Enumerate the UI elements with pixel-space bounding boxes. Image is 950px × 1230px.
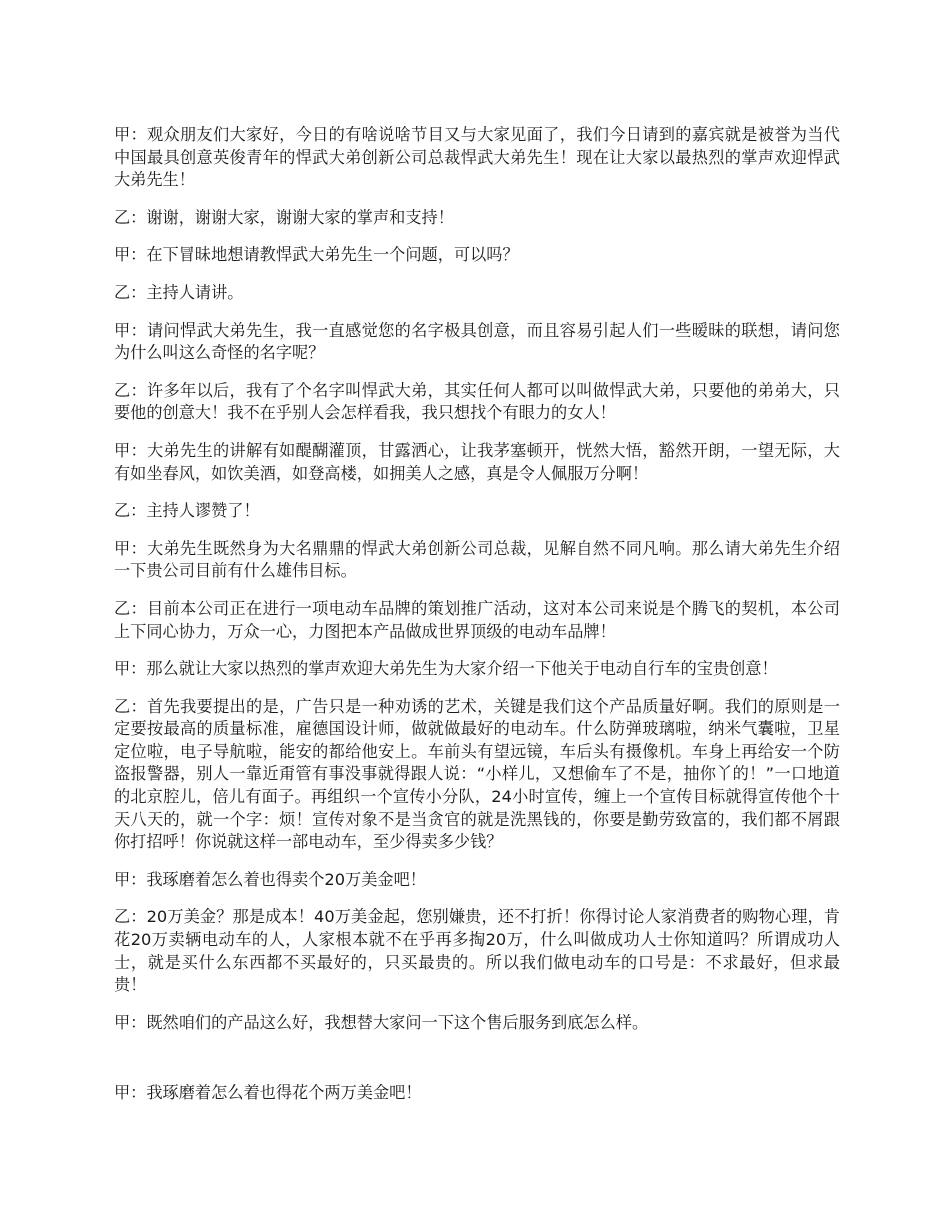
paragraph: 甲：大弟先生既然身为大名鼎鼎的悍武大弟创新公司总裁，见解自然不同凡响。那么请大弟先生介绍一下贵公司目前有什么雄伟目标。	[114, 538, 840, 581]
paragraph: 甲：我琢磨着怎么着也得卖个20万美金吧！	[114, 869, 426, 889]
paragraph: 甲：请问悍武大弟先生，我一直感觉您的名字极具创意，而且容易引起人们一些暧昧的联想，请问您为什么叫这么奇怪的名字呢？	[114, 320, 840, 363]
paragraph: 乙：首先我要提出的是，广告只是一种劝诱的艺术，关键是我们这个产品质量好啊。我们的原则是一定要按最高的质量标准，雇德国设计师，做就做最好的电动车。什么防弹玻璃啦，纳米气囊啦，卫星定位啦，电子导航啦，能安的都给他安上。车前头有望远镜，车后头有摄像机。车身上再给安一个防盗报警器，别人一靠近甭管有事没事就得跟人说：“小样儿，又想偷车了不是，抽你丫的！”一口地道的北京腔儿，倍儿有面子。再组织一个宣传小分队，24小时宣传，缠上一个宣传目标就得宣传他个十天八天的，就一个字：烦！宣传对象不是当贪官的就是洗黑钱的，你要是勤劳致富的，我们都不屑跟你打招呼！你说就这样一部电动车，至少得卖多少钱？	[114, 696, 840, 852]
paragraph: 乙：许多年以后，我有了个名字叫悍武大弟，其实任何人都可以叫做悍武大弟，只要他的弟弟大，只要他的创意大！我不在乎别人会怎样看我，我只想找个有眼力的女人！	[114, 380, 840, 423]
paragraph: 甲：那么就让大家以热烈的掌声欢迎大弟先生为大家介绍一下他关于电动自行车的宝贵创意！	[114, 659, 778, 679]
paragraph: 乙：谢谢，谢谢大家，谢谢大家的掌声和支持！	[114, 207, 454, 227]
paragraph: 乙：目前本公司正在进行一项电动车品牌的策划推广活动，这对本公司来说是个腾飞的契机，本公司上下同心协力，万众一心，力图把本产品做成世界顶级的电动车品牌！	[114, 598, 840, 641]
paragraph: 甲：在下冒昧地想请教悍武大弟先生一个问题，可以吗？	[114, 245, 519, 265]
paragraph: 甲：大弟先生的讲解有如醍醐灌顶，甘露洒心，让我茅塞顿开，恍然大悟，豁然开朗，一望无际，大有如坐春风，如饮美酒，如登高楼，如拥美人之感，真是令人佩服万分啊！	[114, 440, 840, 483]
paragraph: 乙：20万美金？那是成本！40万美金起，您别嫌贵，还不打折！你得讨论人家消费者的购物心理，肯花20万卖辆电动车的人，人家根本就不在乎再多掏20万，什么叫做成功人士你知道吗？所谓成功人士，就是买什么东西都不买最好的，只买最贵的。所以我们做电动车的口号是：不求最好，但求最贵！	[114, 907, 840, 995]
paragraph: 甲：我琢磨着怎么着也得花个两万美金吧！	[114, 1083, 422, 1103]
paragraph: 甲：既然咱们的产品这么好，我想替大家问一下这个售后服务到底怎么样。	[114, 1012, 649, 1032]
paragraph: 乙：主持人请讲。	[114, 282, 244, 302]
document-body	[114, 124, 840, 1120]
paragraph: 乙：主持人谬赞了！	[114, 501, 260, 521]
paragraph: 甲：观众朋友们大家好，今日的有啥说啥节目又与大家见面了，我们今日请到的嘉宾就是被誉为当代中国最具创意英俊青年的悍武大弟创新公司总裁悍武大弟先生！现在让大家以最热烈的掌声欢迎悍武大弟先生！	[114, 125, 840, 190]
